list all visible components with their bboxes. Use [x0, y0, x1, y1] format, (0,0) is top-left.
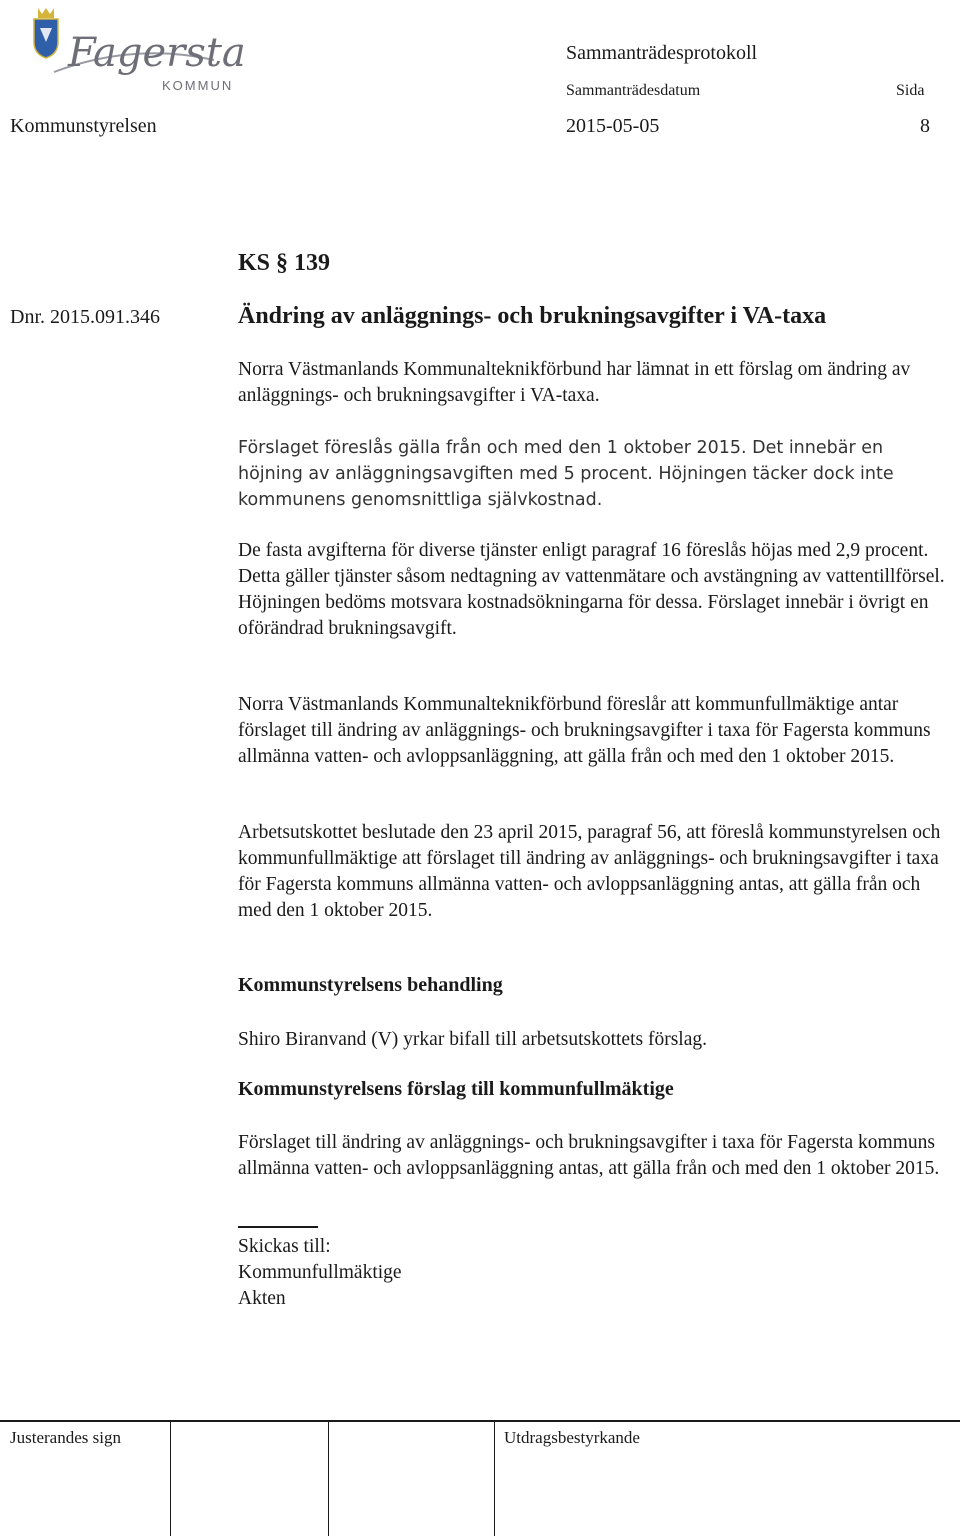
- case-number: KS § 139: [238, 250, 331, 276]
- meeting-date: 2015-05-05: [566, 115, 660, 137]
- recipient-kommunfullmaktige: Kommunfullmäktige: [238, 1262, 402, 1283]
- forslag-heading: Kommunstyrelsens förslag till kommunfullmäktige: [238, 1078, 674, 1100]
- case-title: Ändring av anläggnings- och brukningsavgifter i VA-taxa: [238, 303, 827, 329]
- paragraph-association-proposal: Norra Västmanlands Kommunalteknikförbund föreslår att kommunfullmäktige antar förslaget till ändring av anläggnings- och brukningsavgifter i taxa för Fagersta kommuns allmänna vatten- och avloppsanläggning, att gälla från och med den 1 oktober 2015.: [238, 694, 931, 767]
- footer-divider: [328, 1421, 329, 1536]
- logo-wordmark: Fagersta: [68, 30, 244, 76]
- page-number: 8: [920, 115, 930, 137]
- logo-kommun: KOMMUN: [162, 78, 234, 93]
- paragraph-proposal: Norra Västmanlands Kommunalteknikförbund har lämnat in ett förslag om ändring av anläggnings- och brukningsavgifter i VA-taxa.: [238, 359, 911, 406]
- distribution-label: Skickas till:: [238, 1236, 331, 1257]
- recipient-akten: Akten: [238, 1288, 286, 1309]
- footer-divider: [170, 1421, 171, 1536]
- forslag-text: Förslaget till ändring av anläggnings- och brukningsavgifter i taxa för Fagersta kommuns allmänna vatten- och avloppsanläggning antas, att gälla från och med den 1 oktober 2015.: [238, 1132, 940, 1179]
- paragraph-committee-decision: Arbetsutskottet beslutade den 23 april 2015, paragraf 56, att föreslå kommunstyrelsen och kommunfullmäktige att förslaget till ändring av anläggnings- och brukningsavgifter i taxa för Fagersta kommuns allmänna vatten- och avloppsanläggning antas, att gälla från och med den 1 oktober 2015.: [238, 822, 941, 921]
- behandling-text: Shiro Biranvand (V) yrkar bifall till arbetsutskottets förslag.: [238, 1029, 707, 1050]
- utdragsbestyrkande-label: Utdragsbestyrkande: [504, 1428, 640, 1447]
- fagersta-logo: [14, 2, 244, 98]
- footer-divider: [494, 1421, 495, 1536]
- page-label: Sida: [896, 82, 925, 99]
- footer-rule: [0, 1420, 960, 1422]
- behandling-heading: Kommunstyrelsens behandling: [238, 974, 503, 996]
- paragraph-fixed-fees: De fasta avgifterna för diverse tjänster enligt paragraf 16 föreslås höjas med 2,9 procent. Detta gäller tjänster såsom nedtagning av vattenmätare och avstängning av vattentillförsel. Höjningen bedöms motsvara kostnadsökningarna för dessa. Förslaget innebär i övrigt en oförändrad brukningsavgift.: [238, 540, 945, 639]
- organization-name: Kommunstyrelsen: [10, 115, 157, 137]
- fagersta-logo-graphic: [14, 2, 244, 98]
- justerandes-sign-label: Justerandes sign: [10, 1428, 121, 1447]
- meeting-date-label: Sammanträdesdatum: [566, 82, 701, 99]
- separator-line: [238, 1226, 318, 1228]
- diary-number: Dnr. 2015.091.346: [10, 306, 160, 328]
- protocol-title: Sammanträdesprotokoll: [566, 42, 758, 64]
- paragraph-effective-date: Förslaget föreslås gälla från och med den 1 oktober 2015. Det innebär en höjning av anläggningsavgiften med 5 procent. Höjningen täcker dock inte kommunens genomsnittliga självkostnad.: [238, 438, 894, 510]
